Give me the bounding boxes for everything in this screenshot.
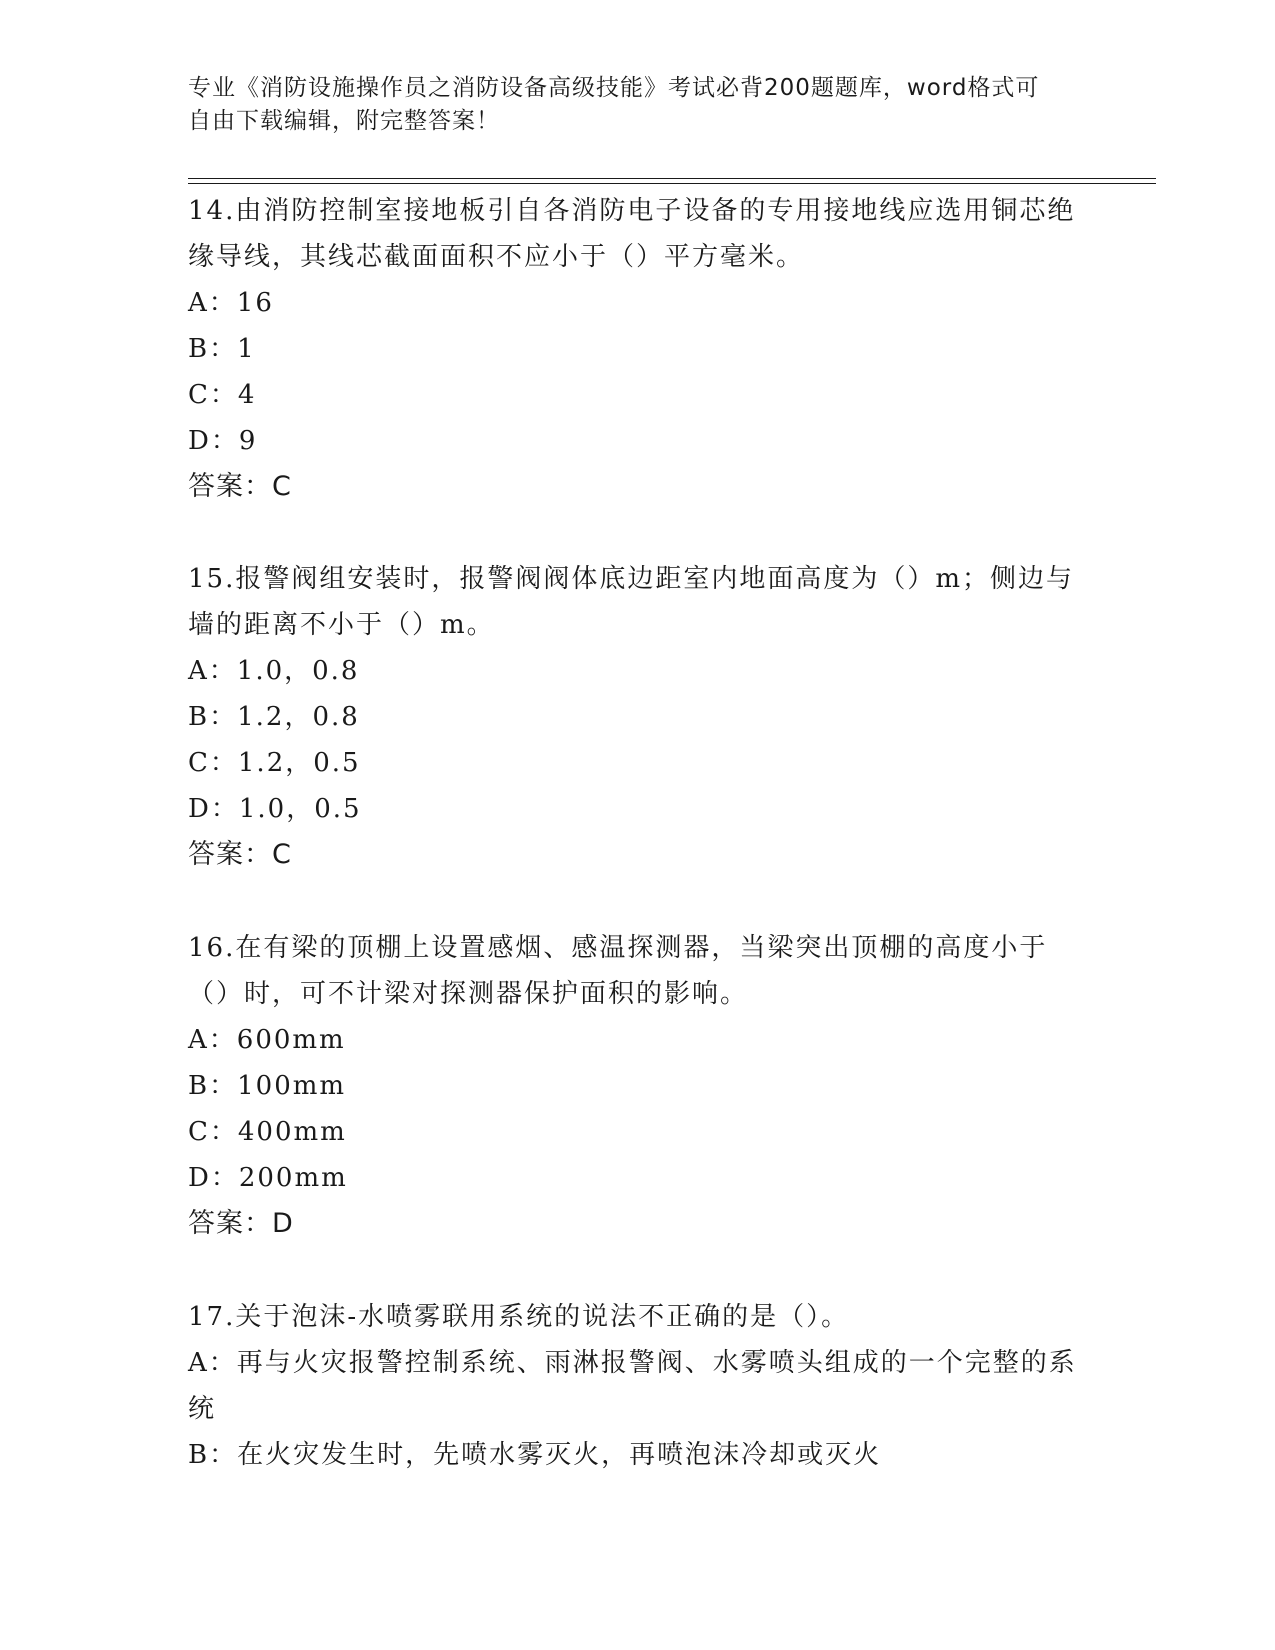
option-c: C：400mm xyxy=(188,1117,347,1147)
header-line-1: 专业《消防设施操作员之消防设备高级技能》考试必背200题题库，word格式可 xyxy=(188,75,1040,101)
answer-line: 答案：D xyxy=(188,1208,294,1239)
document-header xyxy=(188,72,1088,138)
question-text: 15.报警阀组安装时，报警阀阀体底边距室内地面高度为（）m；侧边与墙的距离不小于（）m。 xyxy=(188,564,1075,640)
question-text: 17.关于泡沫-水喷雾联用系统的说法不正确的是（）。 xyxy=(188,1302,850,1332)
option-b: B：1 xyxy=(188,334,256,364)
option-b: B：100mm xyxy=(188,1071,347,1101)
option-d: D：9 xyxy=(188,426,258,456)
question-16 xyxy=(188,925,1088,1247)
option-b: B：在火灾发生时，先喷水雾灭火，再喷泡沫冷却或灭火 xyxy=(188,1440,882,1470)
answer-line: 答案：C xyxy=(188,471,292,502)
option-d: D：200mm xyxy=(188,1163,348,1193)
question-14 xyxy=(188,188,1088,510)
option-a: A：600mm xyxy=(188,1025,346,1055)
option-d: D：1.0，0.5 xyxy=(188,794,362,824)
question-17 xyxy=(188,1294,1088,1478)
header-divider-top xyxy=(188,178,1156,179)
option-c: C：4 xyxy=(188,380,257,410)
header-line-2: 自由下载编辑，附完整答案！ xyxy=(188,108,500,134)
option-a: A：16 xyxy=(188,288,274,318)
answer-line: 答案：C xyxy=(188,839,292,870)
option-a: A：再与火灾报警控制系统、雨淋报警阀、水雾喷头组成的一个完整的系统 xyxy=(188,1348,1077,1424)
option-c: C：1.2，0.5 xyxy=(188,748,361,778)
option-a: A：1.0，0.8 xyxy=(188,656,360,686)
option-b: B：1.2，0.8 xyxy=(188,702,360,732)
question-text: 16.在有梁的顶棚上设置感烟、感温探测器，当梁突出顶棚的高度小于（）时，可不计梁对探测器保护面积的影响。 xyxy=(188,933,1048,1009)
question-text: 14.由消防控制室接地板引自各消防电子设备的专用接地线应选用铜芯绝缘导线，其线芯截面面积不应小于（）平方毫米。 xyxy=(188,196,1076,272)
question-15 xyxy=(188,556,1088,878)
header-divider-bottom xyxy=(188,183,1156,184)
